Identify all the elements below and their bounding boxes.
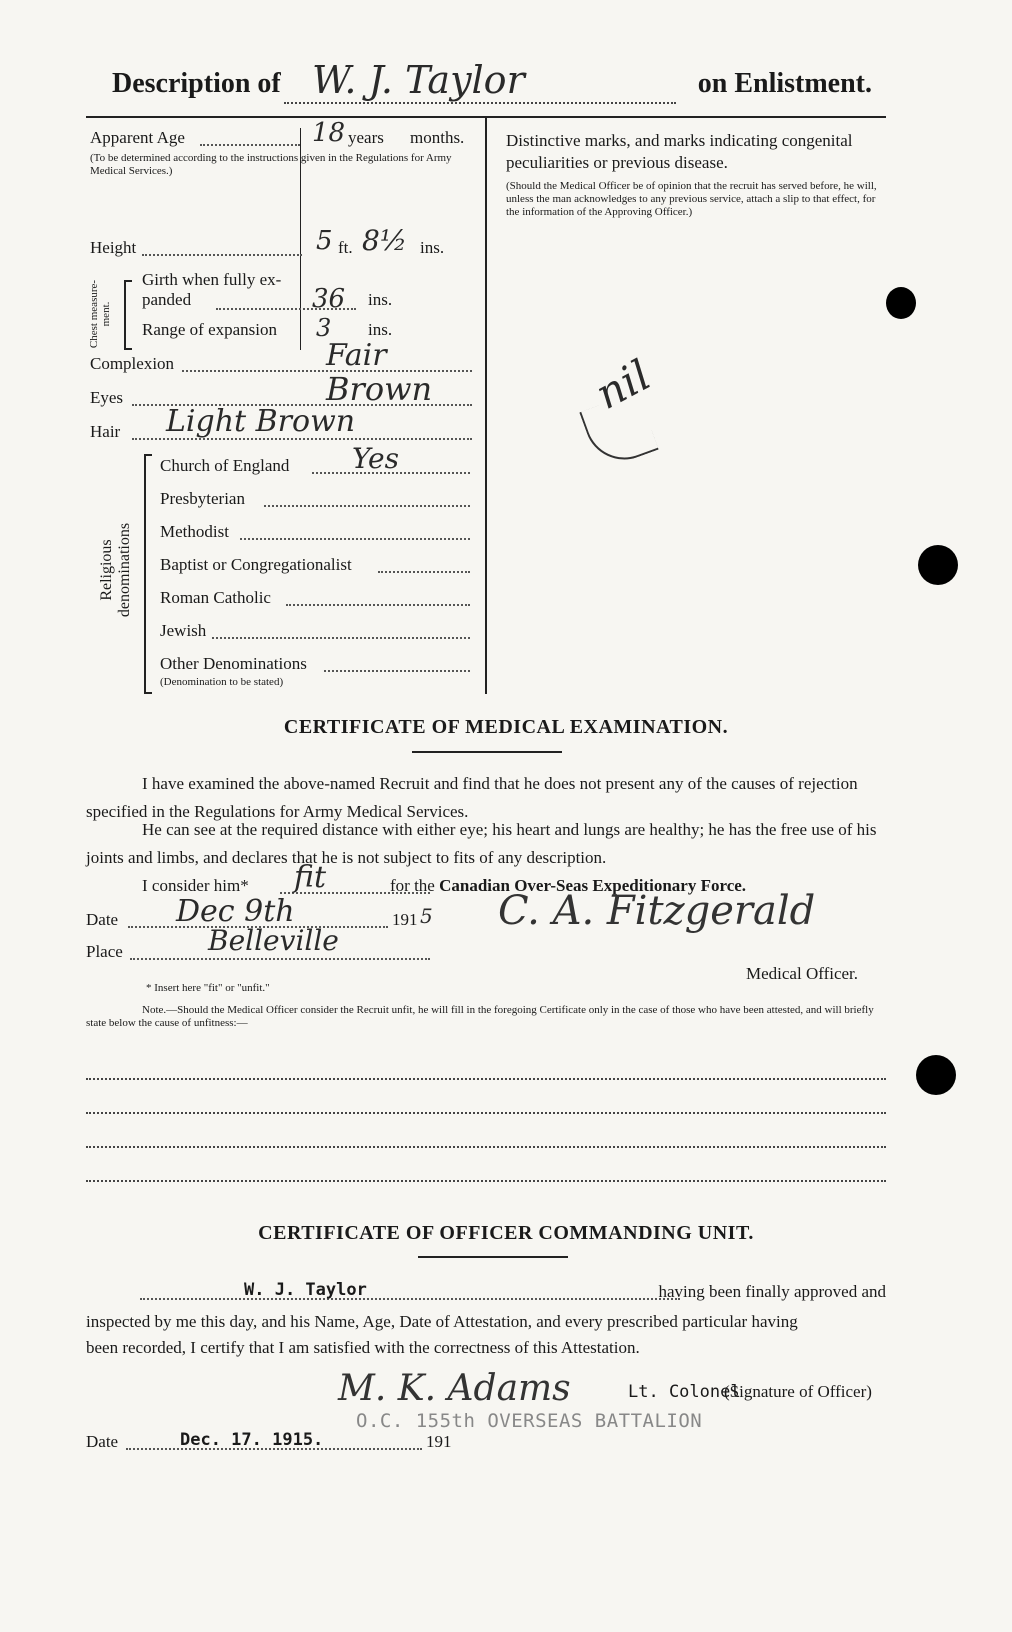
medical-para2-text: He can see at the required distance with either eye; his heart and lungs are healthy; he has the free use of his joints and limbs, and declares that he is not subject to fits of any description. bbox=[86, 820, 877, 867]
religion-dots bbox=[378, 571, 470, 573]
range-unit: ins. bbox=[368, 320, 393, 339]
commanding-date-year: 191 bbox=[426, 1432, 452, 1451]
religion-item bbox=[160, 442, 480, 489]
signature-label: (Signature of Officer) bbox=[724, 1382, 872, 1401]
girth-value: 36 bbox=[312, 284, 346, 314]
title-prefix: Description of bbox=[112, 68, 281, 99]
medical-place-row bbox=[86, 924, 486, 962]
commanding-date-value: Dec. 17. 1915. bbox=[180, 1430, 324, 1450]
medical-title-rule bbox=[412, 751, 562, 753]
religion-item-label: Church of England bbox=[160, 456, 290, 475]
unit-stamp: O.C. 155th OVERSEAS BATTALION bbox=[356, 1410, 703, 1432]
commanding-text-1: having been finally approved and bbox=[658, 1282, 886, 1301]
recruit-name-handwritten: W. J. Taylor bbox=[312, 58, 525, 102]
girth-row bbox=[142, 270, 462, 314]
commanding-row-2: inspected by me this day, and his Name, Age, Date of Attestation, and every prescribed particular having bbox=[86, 1312, 798, 1331]
medical-date-label: Date bbox=[86, 910, 119, 929]
commanding-recruit-name: W. J. Taylor bbox=[244, 1280, 367, 1300]
fitness-value: fit bbox=[294, 860, 327, 895]
religion-item-label: Methodist bbox=[160, 522, 229, 541]
age-dots bbox=[200, 144, 300, 146]
commanding-certificate-title: CERTIFICATE OF OFFICER COMMANDING UNIT. bbox=[258, 1222, 754, 1244]
hair-label: Hair bbox=[90, 422, 121, 441]
height-label: Height bbox=[90, 238, 137, 257]
religion-dots bbox=[240, 538, 470, 540]
complexion-label: Complexion bbox=[90, 354, 175, 373]
religion-dots bbox=[212, 637, 470, 639]
commanding-name-dots bbox=[140, 1298, 680, 1300]
distinctive-dash-stroke bbox=[579, 391, 658, 470]
years-label: years bbox=[348, 128, 384, 147]
commanding-signature: M. K. Adams bbox=[338, 1368, 571, 1409]
ft-label: ft. bbox=[338, 238, 353, 257]
religion-item-label: Roman Catholic bbox=[160, 588, 271, 607]
unfitness-line bbox=[86, 1078, 886, 1080]
other-denomination-note: (Denomination to be stated) bbox=[160, 676, 284, 688]
age-note: (To be determined according to the instructions given in the Regulations for Army Medical Services.) bbox=[90, 152, 452, 177]
chest-side-label bbox=[82, 276, 118, 352]
eyes-label: Eyes bbox=[90, 388, 124, 407]
medical-place-dots bbox=[130, 958, 430, 960]
unfitness-line bbox=[86, 1146, 886, 1148]
distinctive-title: Distinctive marks, and marks indicating congenital peculiarities or previous disease. bbox=[506, 131, 853, 172]
age-label: Apparent Age bbox=[90, 128, 185, 147]
religion-item bbox=[160, 489, 480, 522]
medical-officer-label: Medical Officer. bbox=[746, 964, 859, 983]
girth-label-2: panded bbox=[142, 290, 192, 309]
distinctive-note: (Should the Medical Officer be of opinion that the recruit has served before, he will, unless the man acknowledges to any previous service, attach a slip to that effect, for the information of the Approving Officer.) bbox=[506, 180, 877, 218]
height-inches-value: 8½ bbox=[362, 224, 407, 257]
eyes-value: Brown bbox=[326, 370, 433, 408]
name-underline bbox=[284, 102, 676, 104]
medical-officer-signature: C. A. Fitzgerald bbox=[498, 888, 816, 934]
hair-row bbox=[90, 404, 490, 442]
medical-date-year-hw: 5 bbox=[420, 904, 433, 928]
commanding-title-rule bbox=[418, 1256, 568, 1258]
religion-dots bbox=[286, 604, 470, 606]
height-feet-value: 5 bbox=[316, 226, 333, 256]
medical-paragraph-2 bbox=[86, 816, 886, 872]
consider-prefix: I consider him* bbox=[142, 876, 249, 895]
consider-suffix-text: for the bbox=[390, 876, 440, 895]
medical-place-label: Place bbox=[86, 942, 123, 961]
religion-item bbox=[160, 555, 480, 588]
medical-certificate-title: CERTIFICATE OF MEDICAL EXAMINATION. bbox=[283, 716, 729, 738]
distinctive-value: nil bbox=[587, 350, 659, 419]
ins-label: ins. bbox=[420, 238, 445, 257]
medical-para1-text: I have examined the above-named Recruit and find that he does not present any of the causes of rejection specified in the Regulations for Army Medical Services. bbox=[86, 774, 858, 821]
medical-footnote: * Insert here "fit" or "unfit." bbox=[146, 982, 270, 994]
unfitness-line bbox=[86, 1112, 886, 1114]
religion-item bbox=[160, 621, 480, 654]
girth-unit: ins. bbox=[368, 290, 393, 309]
age-row bbox=[90, 118, 470, 148]
religion-dots bbox=[324, 670, 470, 672]
commanding-date-row bbox=[86, 1432, 486, 1452]
religion-bracket bbox=[144, 454, 152, 694]
commanding-date-label: Date bbox=[86, 1432, 119, 1451]
complexion-value: Fair bbox=[326, 338, 387, 373]
range-value: 3 bbox=[316, 314, 332, 342]
title-suffix: on Enlistment. bbox=[697, 68, 872, 99]
medical-note: Note.—Should the Medical Officer consider the Recruit unfit, he will fill in the foregoing Certificate only in the case of those who have been attested, and will briefly state below the cause of unfitness:— bbox=[86, 1004, 874, 1029]
punch-hole bbox=[916, 1055, 956, 1095]
height-row bbox=[90, 224, 470, 258]
column-divider bbox=[485, 118, 487, 694]
girth-label-1: Girth when fully ex- bbox=[142, 270, 282, 289]
range-row bbox=[142, 314, 462, 342]
range-label: Range of expansion bbox=[142, 320, 278, 339]
hair-value: Light Brown bbox=[166, 404, 356, 439]
religion-item bbox=[160, 588, 480, 621]
religion-item-label: Baptist or Congregationalist bbox=[160, 555, 352, 574]
unfitness-line bbox=[86, 1180, 886, 1182]
medical-date-year: 191 bbox=[392, 910, 418, 929]
medical-place-value: Belleville bbox=[208, 924, 339, 957]
medical-date-value: Dec 9th bbox=[176, 894, 295, 929]
religion-item-label: Other Denominations bbox=[160, 654, 307, 673]
commanding-rank-stamp: Lt. Colonel bbox=[628, 1382, 741, 1402]
force-name: Canadian Over-Seas Expeditionary Force. bbox=[439, 876, 747, 895]
chest-bracket bbox=[124, 280, 132, 350]
punch-hole bbox=[886, 287, 916, 319]
religion-item bbox=[160, 522, 480, 555]
height-dots bbox=[142, 254, 302, 256]
religion-label: Religious denominations bbox=[98, 522, 133, 618]
religion-item-label: Jewish bbox=[160, 621, 207, 640]
religion-list bbox=[160, 442, 480, 687]
punch-hole bbox=[918, 545, 958, 585]
commanding-row-3: been recorded, I certify that I am satisfied with the correctness of this Attestation. bbox=[86, 1338, 640, 1357]
months-label: months. bbox=[410, 128, 465, 147]
age-value: 18 bbox=[312, 118, 346, 148]
religion-item-value: Yes bbox=[352, 442, 399, 475]
document-title bbox=[112, 58, 872, 112]
religion-item-label: Presbyterian bbox=[160, 489, 245, 508]
chest-label: Chest measure-ment. bbox=[88, 279, 112, 349]
religion-dots bbox=[264, 505, 470, 507]
religion-side-label bbox=[96, 450, 136, 690]
